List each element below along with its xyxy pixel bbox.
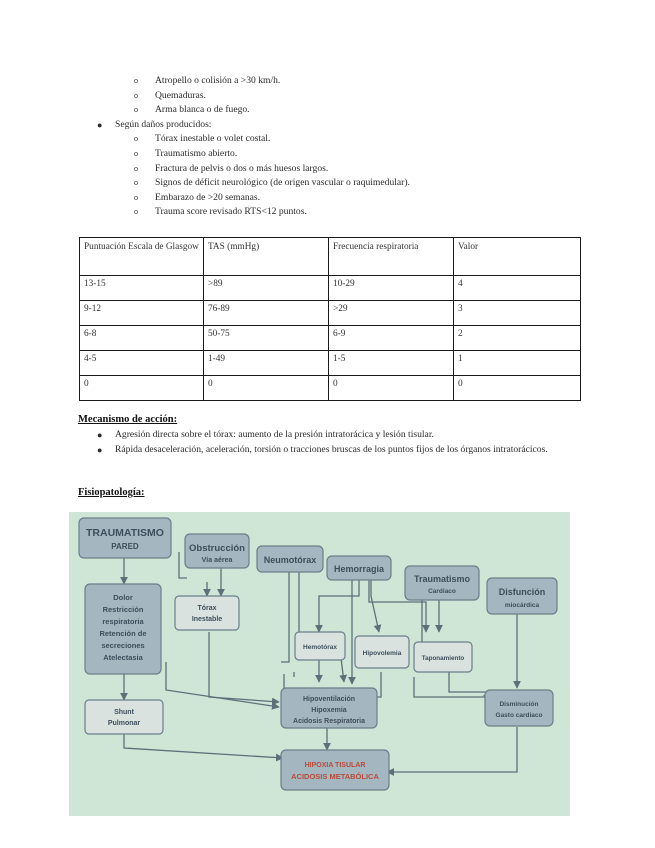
table-row (80, 351, 581, 376)
circle-bullet-icon: o (134, 134, 138, 144)
list-item: o Trauma score revisado RTS<12 puntos. (0, 205, 655, 220)
document-page: o Atropello o colisión a >30 km/h. o Quemaduras. o Arma blanca o de fuego. ● Según daños producidos: o Tórax inestable o volet costal. o Traumatismo abierto. o Fractura de pelvis o dos o más huesos largos. o Signos de déficit neurológico (de origen vascular o raquimedular). o Embarazo de >20 semanas. o Trauma score revisado RTS<12 puntos. Puntuación Escala de Glasgow TAS (mmHg) Frecuencia respiratoria Valor 13-15 >89 10-29 4 9-12 76-89 >29 3 6-8 50-75 6-9 2 4-5 1-49 1-5 1 0 0 0 0 Mecanismo de acción: ● Agresión directa sobre el tórax: aumento de la presión intratorácica y lesión tisular. ● Rápida desaceleración, aceleración, torsión o tracciones bruscas de los puntos fijos de los órganos intratorácicos. Fisiopatología: TRAUMATISMO PARED Obstrucción Vía aérea Neumotórax Hemorragia Traumatismo Cardiaco Disfunción miocárdica Dolor Restricción respiratoria Retención de secreciones Atelectasia Tórax Inestable Hemotórax Hipovolemia Taponamiento Shunt Pulmonar Hipoventilación Hipoxemia Acidosis Respiratoria Disminución Gasto cardiaco HIPOXIA TISULAR ACIDOSIS METABÓLICA (0, 0, 655, 848)
trauma-score-table (79, 237, 581, 401)
fisiopatologia-heading: Fisiopatología: (78, 487, 145, 498)
atelectasia-label: Atelectasia (103, 653, 143, 662)
table-cell: 50-75 (204, 326, 329, 351)
bullet-icon: ● (97, 430, 103, 440)
list-item: o Arma blanca o de fuego. (0, 103, 655, 118)
table-cell: >29 (329, 301, 454, 326)
table-cell: 2 (454, 326, 581, 351)
retencion-label: Retención de (99, 629, 147, 638)
cardiaco-label: Cardiaco (428, 588, 456, 595)
traumatismo-cardiaco-label: Traumatismo (413, 574, 471, 584)
hemorragia-label: Hemorragia (333, 564, 385, 574)
table-cell: 10-29 (329, 276, 454, 301)
hipoxemia-label: Hipoxemia (311, 707, 347, 714)
table-cell: 0 (454, 376, 581, 401)
circle-bullet-icon: o (134, 163, 138, 173)
disfuncion-label: Disfunción (498, 587, 546, 597)
table-row (80, 301, 581, 326)
respiratoria-label: respiratoria (102, 617, 144, 626)
table-row (80, 326, 581, 351)
list-item: ● Según daños producidos: (0, 118, 655, 133)
list-item: o Tórax inestable o volet costal. (0, 132, 655, 147)
inestable-label: Inestable (191, 616, 223, 623)
table-cell: 1-5 (329, 351, 454, 376)
table-cell: 13-15 (80, 276, 204, 301)
list-item: o Fractura de pelvis o dos o más huesos largos. (0, 162, 655, 177)
hipovolemia-label: Hipovolemia (362, 650, 402, 657)
table-cell: 0 (204, 376, 329, 401)
circle-bullet-icon: o (134, 90, 138, 100)
list-item: o Traumatismo abierto. (0, 147, 655, 162)
acidosis-metabolica-label: ACIDOSIS METABÓLICA (291, 772, 379, 781)
pared-label: PARED (111, 542, 139, 551)
pulmonar-label: Pulmonar (107, 720, 141, 727)
bullet-icon: ● (97, 445, 103, 455)
miocardica-label: miocárdica (504, 602, 540, 609)
circle-bullet-icon: o (134, 105, 138, 115)
restriccion-label: Restricción (102, 605, 144, 614)
torax-label: Tórax (197, 605, 217, 612)
table-header: Valor (454, 238, 581, 276)
table-cell: 9-12 (80, 301, 204, 326)
circle-bullet-icon: o (134, 192, 138, 202)
hipoventilacion-label: Hipoventilación (302, 696, 356, 703)
table-cell: >89 (204, 276, 329, 301)
obstruccion-label: Obstrucción (189, 543, 245, 554)
shunt-label: Shunt (114, 709, 134, 716)
disminucion-label: Disminución (499, 701, 539, 708)
neumotorax-label: Neumotórax (263, 555, 317, 565)
list-item: o Atropello o colisión a >30 km/h. (0, 74, 655, 89)
shunt-box (85, 700, 163, 734)
table-header: TAS (mmHg) (204, 238, 329, 276)
acidosis-respiratoria-label: Acidosis Respiratoria (293, 718, 365, 725)
list-item: o Signos de déficit neurológico (de origen vascular o raquimedular). (0, 176, 655, 191)
list-item: o Quemaduras. (0, 89, 655, 104)
list-item: o Embarazo de >20 semanas. (0, 191, 655, 206)
bullet-icon: ● (97, 119, 103, 130)
table-header-row (80, 238, 581, 276)
mecanismo-heading: Mecanismo de acción: (78, 414, 178, 425)
table-cell: 0 (329, 376, 454, 401)
table-cell: 1 (454, 351, 581, 376)
hemotorax-label: Hemotórax (303, 644, 337, 651)
table-cell: 0 (80, 376, 204, 401)
disminucion-box (485, 690, 553, 726)
circle-bullet-icon: o (134, 148, 138, 158)
criteria-list (0, 74, 655, 220)
table-row (80, 276, 581, 301)
table-cell: 3 (454, 301, 581, 326)
circle-bullet-icon: o (134, 207, 138, 217)
circle-bullet-icon: o (134, 76, 138, 85)
table-cell: 6-8 (80, 326, 204, 351)
secreciones-label: secreciones (101, 641, 145, 650)
torax-inestable-box (175, 596, 239, 630)
fisiopatologia-diagram (69, 512, 570, 816)
via-aerea-label: Vía aérea (201, 557, 233, 564)
table-cell: 76-89 (204, 301, 329, 326)
taponamiento-label: Taponamiento (421, 655, 465, 662)
hipoxia-box (281, 750, 389, 790)
gasto-cardiaco-label: Gasto cardiaco (495, 712, 543, 719)
table-cell: 1-49 (204, 351, 329, 376)
table-header: Puntuación Escala de Glasgow (80, 238, 204, 276)
table-cell: 4 (454, 276, 581, 301)
traumatismo-label: TRAUMATISMO (86, 527, 164, 539)
table-cell: 6-9 (329, 326, 454, 351)
circle-bullet-icon: o (134, 178, 138, 188)
hipoxia-tisular-label: HIPOXIA TISULAR (304, 762, 366, 769)
table-row (80, 376, 581, 401)
table-cell: 4-5 (80, 351, 204, 376)
table-header: Frecuencia respiratoria (329, 238, 454, 276)
dolor-label: Dolor (113, 593, 133, 602)
